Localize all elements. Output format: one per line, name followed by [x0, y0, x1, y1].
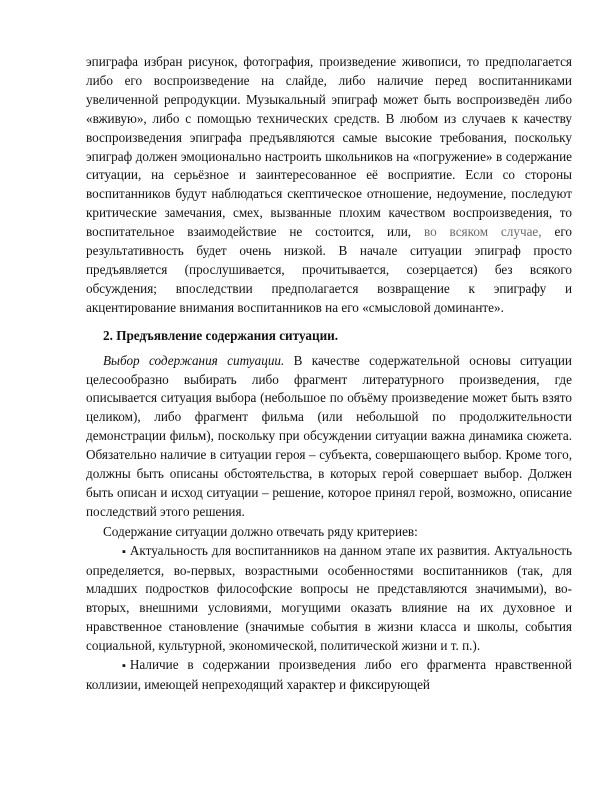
bullet-icon: ▪: [122, 660, 126, 673]
list-item-text: Наличие в содержании произведения либо его фрагмента нравственной коллизии, имеющей непреходящий характер и фиксирующей: [86, 657, 572, 692]
paragraph-text: эпиграфа избран рисунок, фотография, произведение живописи, то предполагается либо его воспроизведение на слайде, либо наличие перед воспитанниками увеличенной репродукции. Музыкальный эпиграф может быть воспроизведён либо «вживую», либо с помощью технических средств. В любом из случаев к качеству воспроизведения эпиграфа предъявляются самые высокие требования, поскольку эпиграф должен эмоционально настроить школьников на «погружение» в содержание ситуации, на серьёзное и заинтересованное её восприятие. Если со стороны воспитанников будут наблюдаться скептическое отношение, недоумение, последуют критические замечания, смех, вызванные плохим качеством воспроизведения, то воспитательное взаимодействие не состоится, или,: [86, 54, 572, 240]
paragraph-content-choice: [86, 352, 572, 522]
bullet-icon: ▪: [122, 545, 126, 558]
paragraph-criteria-intro: Содержание ситуации должно отвечать ряду критериев:: [103, 523, 418, 539]
paragraph-epigraph: [86, 53, 572, 318]
muted-phrase: во всяком случае,: [423, 224, 542, 240]
paragraph-text: его результативность будет очень низкой. В начале ситуации эпиграф просто предъявляется (прослушивается, прочитывается, созерцается) без всякого обсуждения; впоследствии предполагается возвращение к эпиграфу и акцентирование внимания воспитанников на его «смысловой доминанте».: [86, 224, 572, 315]
italic-lead: Выбор содержания ситуации.: [103, 352, 285, 368]
list-item: [86, 656, 572, 695]
list-item-text: Актуальность для воспитанников на данном этапе их развития. Актуальность определяется, во-первых, возрастными особенностями воспитанников (так, для младших подростков философские вопросы не представляются значимыми), во-вторых, внешними условиями, могущими оказать влияние на их духовное и нравственное становление (значимые события в жизни класса и школы, события социальной, культурной, экономической, политической жизни и т. п.).: [86, 542, 572, 654]
section-heading: 2. Предъявление содержания ситуации.: [103, 327, 339, 343]
paragraph-text: В качестве содержательной основы ситуации целесообразно выбирать либо фрагмент литературного произведения, где описывается ситуация выбора (небольшое по объёму произведение может быть взято целиком), либо фрагмент фильма (или небольшой по продолжительности демонстрации фильм), поскольку при обсуждении ситуации важна динамика сюжета. Обязательно наличие в ситуации героя – субъекта, совершающего выбор. Кроме того, должны быть описаны обстоятельства, в которых герой совершает выбор. Должен быть описан и исход ситуации – решение, которое принял герой, возможно, описание последствий этого решения.: [86, 352, 572, 519]
document-body: [86, 53, 572, 695]
list-item: [86, 542, 572, 656]
